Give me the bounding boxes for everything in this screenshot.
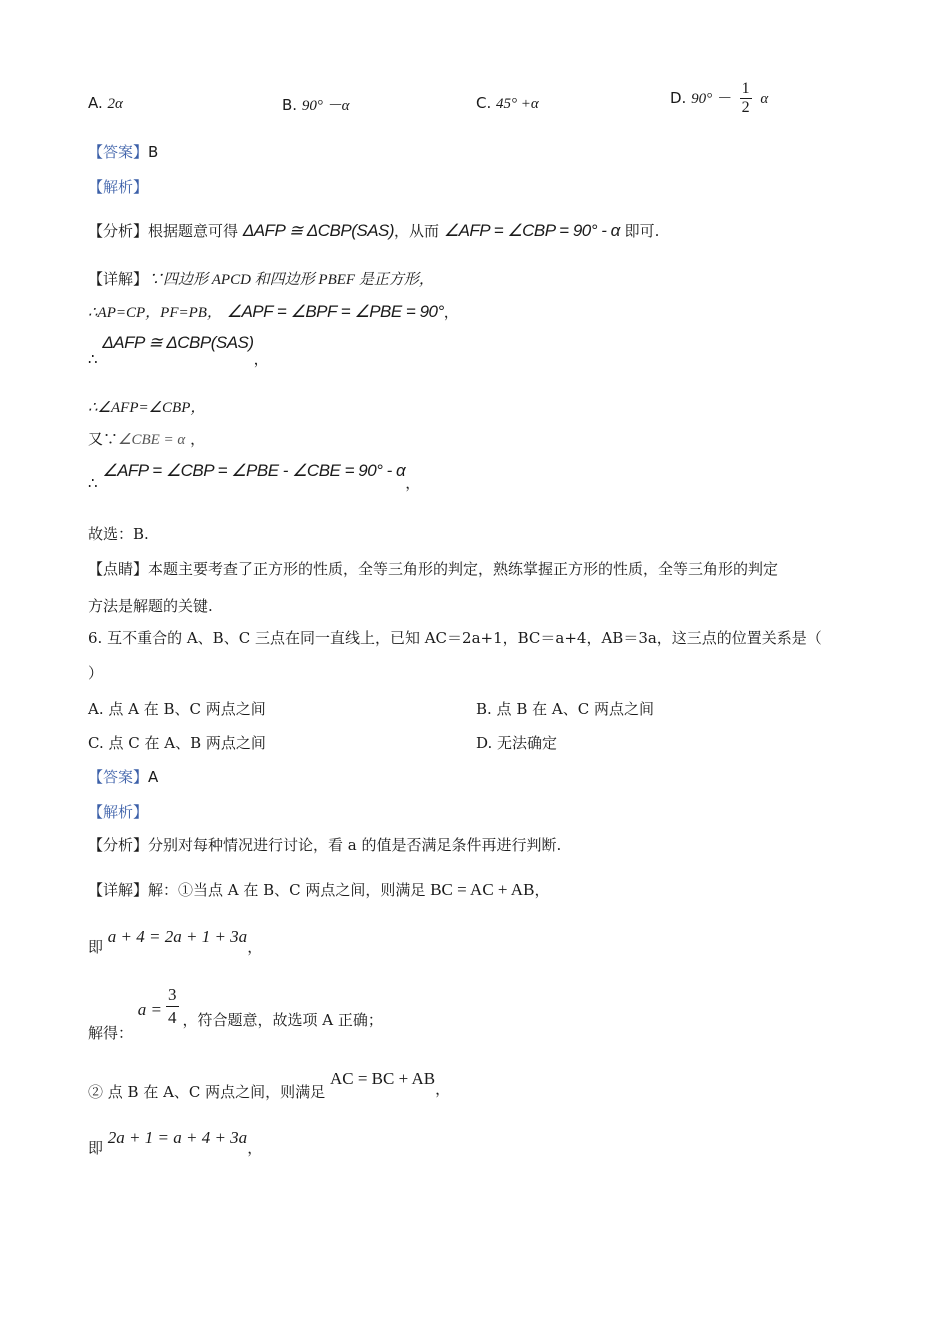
q5-option-b: B. 90° －α [282,96,350,114]
q5-xiangjie: 【详解】∵四边形 APCD 和四边形 PBEF 是正方形， [88,270,434,288]
fraction: $\frac{1}{2}$ [741,80,750,116]
q6-option-a: A. 点 A 在 B、C 两点之间 [88,700,266,718]
answer-tag: 【答案】 [88,143,149,161]
q5-line4: ∴∠AFP=∠CBP， [88,400,206,416]
q6-stem: 6. 互不重合的 A、B、C 三点在同一直线上，已知 AC＝2a+1，BC＝a+4，AB＝3a，这三点的位置关系是（ [88,629,822,647]
q6-option-c: C. 点 C 在 A、B 两点之间 [88,734,266,752]
q6-option-b: B. 点 B 在 A、C 两点之间 [476,700,654,718]
fenxi-tag: 【分析】 [88,836,149,854]
q5-option-d: D. 90° － $\frac{1}{2}$ α [670,80,769,116]
q6-eq2: 即 2a + 1 = a + 4 + 3a， [88,1128,263,1157]
q6-stem-end: ） [88,664,104,682]
q5-dianjing-1: 【点睛】本题主要考查了正方形的性质，全等三角形的判定，熟练掌握正方形的性质，全等三角形的判定 [88,560,779,578]
q5-option-c: C. 45° +α [476,94,539,112]
q5-line2: ∴AP=CP，PF=PB， ∠APF = ∠BPF = ∠PBE = 90°， [88,302,459,321]
q6-fenxi: 【分析】分别对每种情况进行讨论，看 a 的值是否满足条件再进行判断. [88,836,562,854]
fraction: $\frac{3}{4}$ [168,985,177,1027]
q6-case2: ② 点 B 在 A、C 两点之间，则满足 AC = BC + AB， [88,1069,451,1101]
q5-analysis-tag: 【解析】 [88,178,149,196]
q5-dianjing-2: 方法是解题的关键. [88,597,213,615]
xiangjie-tag: 【详解】 [88,881,149,899]
q6-solution: 解得： a = $\frac{3}{4}$ ，符合题意，故选项 A 正确； [88,985,383,1042]
fenxi-tag: 【分析】 [88,222,149,240]
q5-fenxi: 【分析】根据题意可得 ΔAFP ≅ ΔCBP(SAS)，从而 ∠AFP = ∠CBP = 90° - α 即可. [88,221,660,240]
q5-line5: 又∵∠CBE = α ， [88,430,206,448]
q6-analysis-tag: 【解析】 [88,803,149,821]
q5-line6: ∴ ∠AFP = ∠CBP = ∠PBE - ∠CBE = 90° - α， [88,461,421,492]
q5-option-a: A. 2α [88,94,123,112]
q6-eq1: 即 a + 4 = 2a + 1 + 3a， [88,927,263,956]
q6-option-d: D. 无法确定 [476,734,558,752]
q6-answer: 【答案】A [88,768,159,786]
q5-answer: 【答案】B [88,143,159,161]
q5-line3: ∴ ΔAFP ≅ ΔCBP(SAS)， [88,333,269,368]
xiangjie-tag: 【详解】 [88,270,149,288]
q5-choose: 故选：B. [88,525,149,543]
dianjing-tag: 【点睛】 [88,560,149,578]
q6-case1: 【详解】解：①当点 A 在 B、C 两点之间，则满足 BC = AC + AB， [88,880,550,899]
answer-tag: 【答案】 [88,768,149,786]
